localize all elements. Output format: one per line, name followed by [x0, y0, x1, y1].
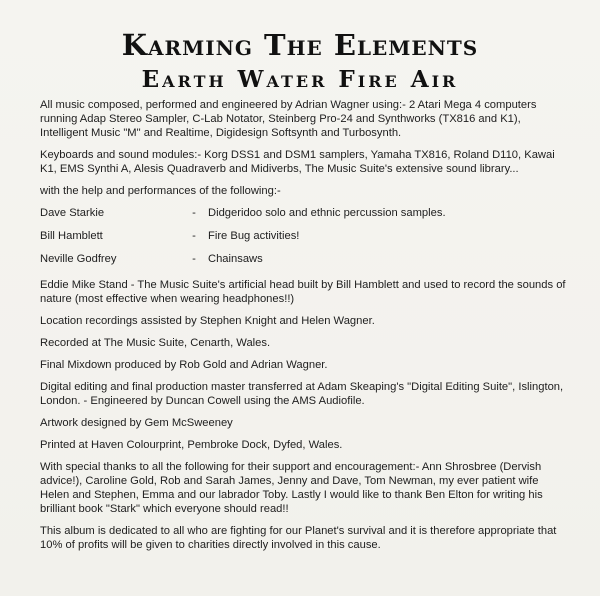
performer-credits: [40, 206, 570, 275]
dedication-paragraph: This album is dedicated to all who are fighting for our Planet's survival and it is therefore appropriate that 10% of profits will be given to charities directly involved in this cause.: [40, 525, 557, 551]
credit-dash: -: [192, 230, 196, 242]
credit-dash: -: [192, 207, 196, 219]
album-subtitle: Earth Water Fire Air: [141, 66, 459, 93]
credit-row: [40, 229, 570, 252]
mixdown-paragraph: Final Mixdown produced by Rob Gold and Adrian Wagner.: [40, 359, 328, 371]
credit-role: Didgeridoo solo and ethnic percussion samples.: [208, 207, 446, 219]
liner-notes-body: [40, 98, 570, 560]
equipment-paragraph: All music composed, performed and engineered by Adrian Wagner using:- 2 Atari Mega 4 computers running Adap Stereo Sampler, C-Lab Notator, Steinberg Pro-24 and Synthworks (TX816 and K1), Intelligent Music "M" and Realtime, Digidesign Softsynth and Turbosynth.: [40, 99, 537, 139]
special-thanks-paragraph: With special thanks to all the following for their support and encouragement:- Ann Shrosbree (Dervish advice!), Caroline Gold, Rob and Sarah James, Jenny and Dave, Tom Newman, my ever patient wife Helen and Stephen, Emma and our labrador Toby. Lastly I would like to thank Ben Elton for writing his brilliant book "Stark" which everyone should read!!: [40, 461, 543, 515]
credit-row: [40, 206, 570, 229]
credit-row: [40, 252, 570, 275]
recorded-at-paragraph: Recorded at The Music Suite, Cenarth, Wales.: [40, 337, 271, 349]
keyboards-paragraph: Keyboards and sound modules:- Korg DSS1 and DSM1 samplers, Yamaha TX816, Roland D110, Kawai K1, EMS Synthi A, Alesis Quadraverb and Midiverbs, The Music Suite's extensive sound library...: [40, 149, 555, 175]
location-recordings-paragraph: Location recordings assisted by Stephen Knight and Helen Wagner.: [40, 315, 375, 327]
credit-name: Bill Hamblett: [40, 230, 103, 242]
album-title: Karming The Elements: [121, 28, 479, 62]
printed-at-paragraph: Printed at Haven Colourprint, Pembroke Dock, Dyfed, Wales.: [40, 439, 343, 451]
credit-role: Chainsaws: [208, 253, 263, 265]
credit-role: Fire Bug activities!: [208, 230, 300, 242]
performers-intro: with the help and performances of the following:-: [40, 185, 281, 197]
credit-name: Neville Godfrey: [40, 253, 117, 265]
artificial-head-paragraph: Eddie Mike Stand - The Music Suite's artificial head built by Bill Hamblett and used to record the sounds of nature (most effective when wearing headphones!!): [40, 279, 566, 305]
artwork-paragraph: Artwork designed by Gem McSweeney: [40, 417, 233, 429]
credit-name: Dave Starkie: [40, 207, 105, 219]
credit-dash: -: [192, 253, 196, 265]
digital-editing-paragraph: Digital editing and final production master transferred at Adam Skeaping's "Digital Editing Suite", Islington, London. - Engineered by Duncan Cowell using the AMS Audiofile.: [40, 381, 564, 407]
